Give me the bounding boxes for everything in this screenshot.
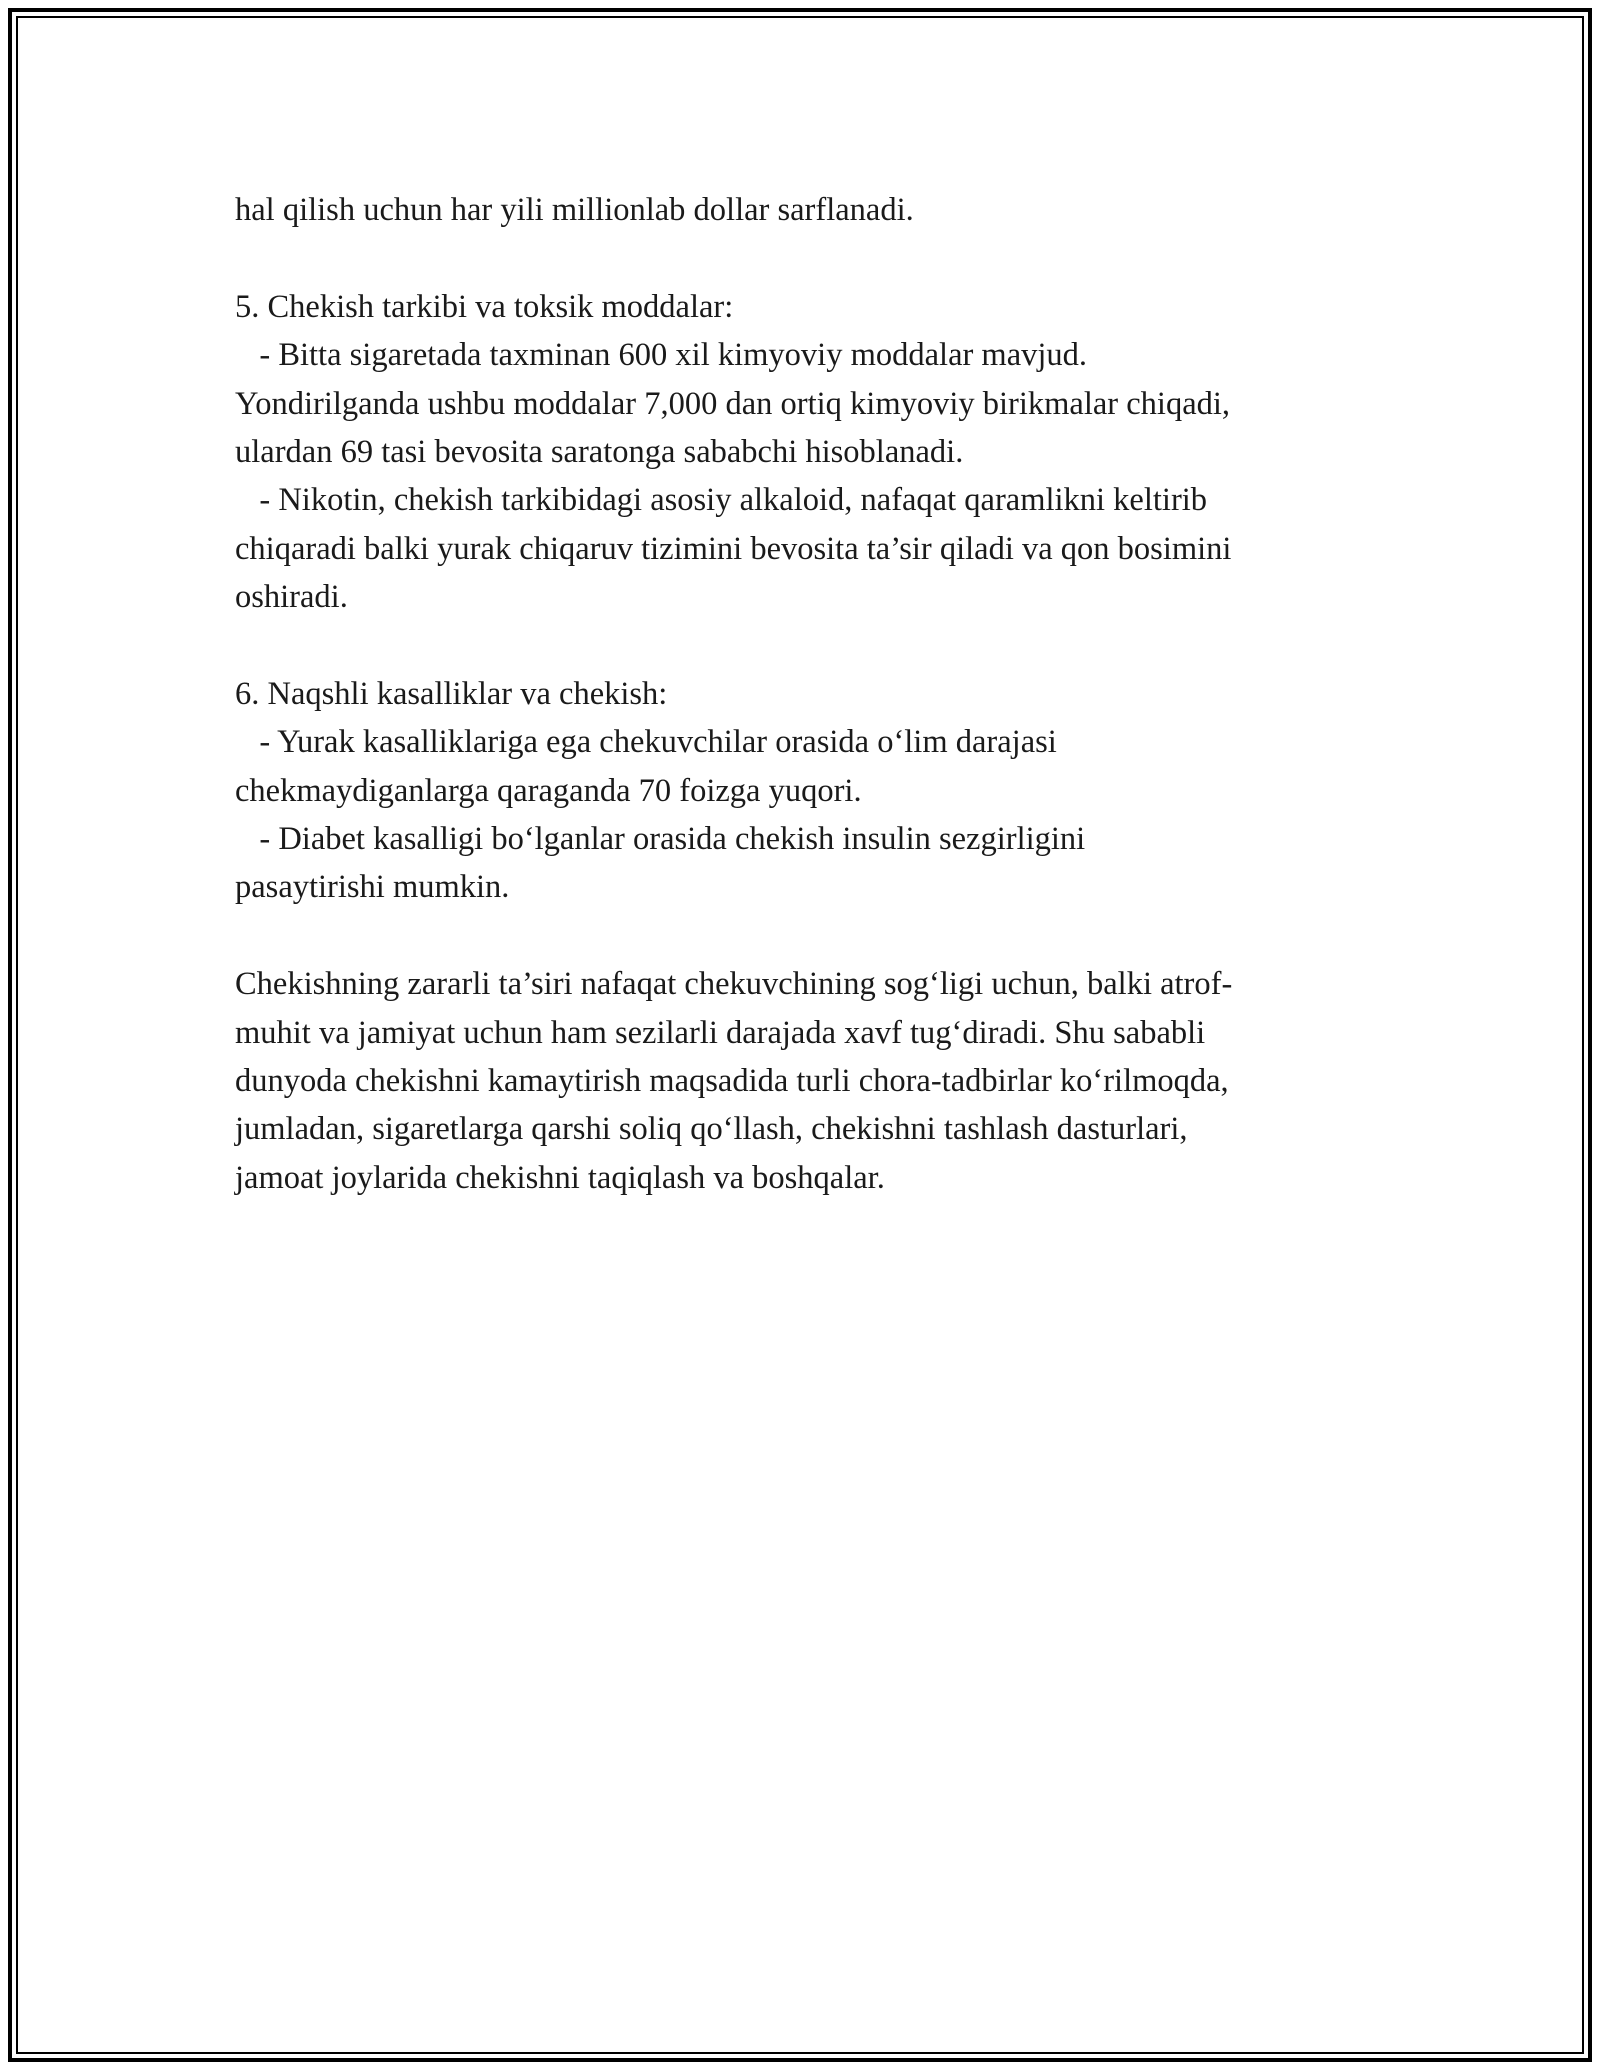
section-6-item-1-line-2: chekmaydiganlarga qaraganda 70 foizga yuqori. xyxy=(235,772,862,809)
conclusion-line-4: jumladan, sigaretlarga qarshi soliq qo‘llash, chekishni tashlash dasturlari, xyxy=(235,1111,1188,1148)
conclusion-line-2: muhit va jamiyat uchun ham sezilarli darajada xavf tug‘diradi. Shu sababli xyxy=(235,1014,1206,1051)
conclusion-line-3: dunyoda chekishni kamaytirish maqsadida turli chora-tadbirlar ko‘rilmoqda, xyxy=(235,1063,1229,1100)
section-5-item-1-line-3: ulardan 69 tasi bevosita saratonga sababchi hisoblanadi. xyxy=(235,433,964,470)
section-5-item-2-line-3: oshiradi. xyxy=(235,579,348,616)
section-5-item-1-line-2: Yondirilganda ushbu moddalar 7,000 dan ortiq kimyoviy birikmalar chiqadi, xyxy=(235,385,1231,422)
section-6-item-2-line-2: pasaytirishi mumkin. xyxy=(235,869,510,906)
section-5-heading: 5. Chekish tarkibi va toksik moddalar: xyxy=(235,288,734,325)
section-6-item-2-line-1: - Diabet kasalligi bo‘lganlar orasida chekish insulin sezgirligini xyxy=(235,821,1086,858)
conclusion-line-1: Chekishning zararli ta’siri nafaqat chekuvchining sog‘ligi uchun, balki atrof- xyxy=(235,966,1233,1003)
document-body xyxy=(235,186,1385,1202)
section-5-item-2-line-2: chiqaradi balki yurak chiqaruv tizimini bevosita ta’sir qiladi va qon bosimini xyxy=(235,530,1232,567)
paragraph-gap xyxy=(235,912,1385,960)
section-5-item-1-line-1: - Bitta sigaretada taxminan 600 xil kimyoviy moddalar mavjud. xyxy=(235,337,1088,374)
conclusion-line-5: jamoat joylarida chekishni taqiqlash va boshqalar. xyxy=(235,1159,885,1196)
section-6-item-1-line-1: - Yurak kasalliklariga ega chekuvchilar orasida o‘lim darajasi xyxy=(235,724,1057,761)
section-6-heading: 6. Naqshli kasalliklar va chekish: xyxy=(235,675,668,712)
continuation-line: hal qilish uchun har yili millionlab dollar sarflanadi. xyxy=(235,192,914,228)
paragraph-gap xyxy=(235,234,1385,282)
section-5-item-2-line-1: - Nikotin, chekish tarkibidagi asosiy alkaloid, nafaqat qaramlikni keltirib xyxy=(235,482,1208,519)
paragraph-gap xyxy=(235,622,1385,670)
